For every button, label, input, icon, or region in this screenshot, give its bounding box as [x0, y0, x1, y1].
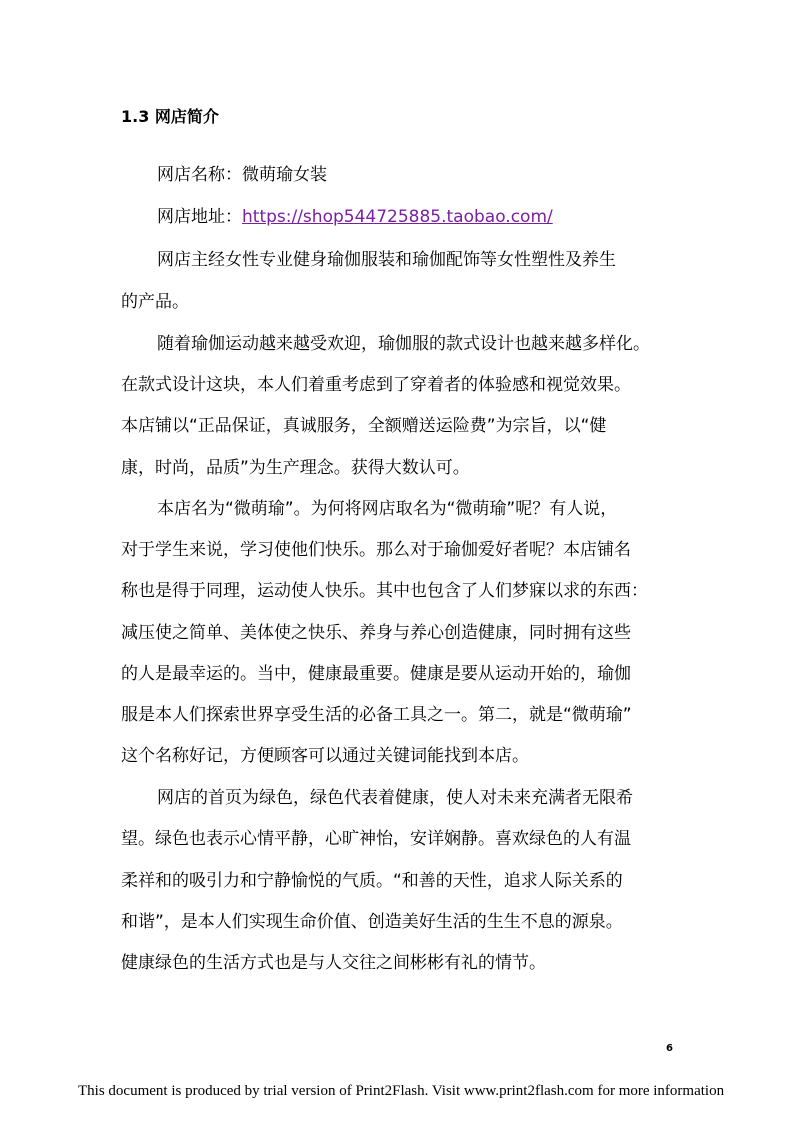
shop-name-label: 网店名称：	[157, 165, 242, 185]
paragraph-1-line-1: 网店主经女性专业健身瑜伽服装和瑜伽配饰等女性塑性及养生	[157, 250, 616, 270]
paragraph-4-line-2: 望。绿色也表示心情平静，心旷神怡，安详娴静。喜欢绿色的人有温	[121, 829, 631, 849]
paragraph-1-line-2: 的产品。	[121, 292, 189, 312]
paragraph-2-line-2: 在款式设计这块，本人们着重考虑到了穿着者的体验感和视觉效果。	[121, 375, 631, 395]
paragraph-2-line-1: 随着瑜伽运动越来越受欢迎，瑜伽服的款式设计也越来越多样化。	[157, 334, 650, 354]
section-heading	[121, 104, 219, 127]
paragraph-4-line-4: 和谐”，是本人们实现生命价值、创造美好生活的生生不息的源泉。	[121, 912, 623, 932]
shop-name-line	[157, 164, 327, 186]
shop-url-link[interactable]: https://shop544725885.taobao.com/	[242, 207, 553, 227]
paragraph-4-line-3: 柔祥和的吸引力和宁静愉悦的气质。“和善的天性，追求人际关系的	[121, 871, 623, 891]
page-number: 6	[666, 1043, 673, 1054]
shop-url-line	[157, 206, 553, 228]
paragraph-2-line-4: 康，时尚，品质”为生产理念。获得大数认可。	[121, 458, 470, 478]
paragraph-3-line-3: 称也是得于同理，运动使人快乐。其中也包含了人们梦寐以求的东西：	[121, 581, 648, 601]
shop-url-label: 网店地址：	[157, 207, 242, 227]
paragraph-2-line-3: 本店铺以“正品保证，真诚服务，全额赠送运险费”为宗旨，以“健	[121, 416, 607, 436]
paragraph-3-line-7: 这个名称好记，方便顾客可以通过关键词能找到本店。	[121, 746, 529, 766]
trial-footer-notice: This document is produced by trial version of Print2Flash. Visit www.print2flash.com for more information	[78, 1083, 725, 1099]
paragraph-3-line-4: 减压使之简单、美体使之快乐、养身与养心创造健康，同时拥有这些	[121, 623, 631, 643]
section-number: 1.3	[121, 107, 150, 126]
paragraph-3-line-2: 对于学生来说，学习使他们快乐。那么对于瑜伽爱好者呢？本店铺名	[121, 540, 631, 560]
paragraph-4-line-1: 网店的首页为绿色，绿色代表着健康，使人对未来充满者无限希	[157, 788, 633, 808]
section-title: 网店简介	[154, 107, 219, 126]
paragraph-4-line-5: 健康绿色的生活方式也是与人交往之间彬彬有礼的情节。	[121, 953, 546, 973]
paragraph-3-line-5: 的人是最幸运的。当中，健康最重要。健康是要从运动开始的，瑜伽	[121, 664, 631, 684]
paragraph-3-line-6: 服是本人们探索世界享受生活的必备工具之一。第二，就是“微萌瑜”	[121, 705, 632, 725]
paragraph-3-line-1: 本店名为“微萌瑜”。为何将网店取名为“微萌瑜”呢？有人说，	[157, 499, 618, 519]
shop-name-value: 微萌瑜女装	[242, 165, 327, 185]
